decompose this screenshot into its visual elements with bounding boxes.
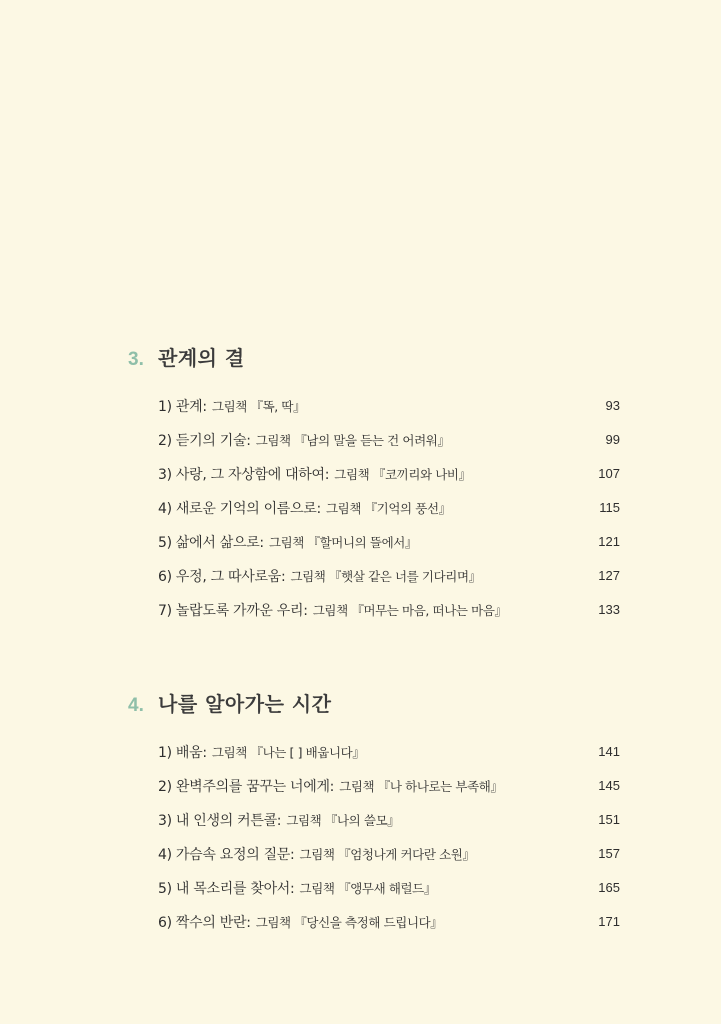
entry-page-number: 157 xyxy=(598,846,620,861)
toc-entry[interactable] xyxy=(128,423,620,457)
entry-page-number: 165 xyxy=(598,880,620,895)
entry-title: 1) 관계: xyxy=(158,399,207,415)
entry-page-number: 141 xyxy=(598,744,620,759)
toc-entry[interactable] xyxy=(128,457,620,491)
entry-page-number: 145 xyxy=(598,778,620,793)
entry-title: 2) 완벽주의를 꿈꾸는 너에게: xyxy=(158,779,335,795)
entry-title: 1) 배움: xyxy=(158,745,207,761)
toc-entry[interactable] xyxy=(128,525,620,559)
toc-section-4 xyxy=(128,688,620,939)
entry-title: 3) 내 인생의 커튼콜: xyxy=(158,813,282,829)
entry-page-number: 115 xyxy=(599,500,620,515)
toc-entry[interactable] xyxy=(128,905,620,939)
entry-page-number: 107 xyxy=(598,466,620,481)
entry-book: 그림책 『나는 [ ] 배웁니다』 xyxy=(211,745,365,760)
entry-book: 그림책 『앵무새 해럴드』 xyxy=(299,881,436,896)
entry-book: 그림책 『머무는 마음, 떠나는 마음』 xyxy=(312,603,507,618)
entry-book: 그림책 『남의 말을 듣는 건 어려워』 xyxy=(255,433,450,448)
toc-entry[interactable] xyxy=(128,837,620,871)
entry-page-number: 93 xyxy=(605,398,620,413)
entry-page-number: 171 xyxy=(598,914,620,929)
entry-title: 4) 가슴속 요정의 질문: xyxy=(158,847,295,863)
entry-book: 그림책 『햇살 같은 너를 기다리며』 xyxy=(290,569,481,584)
toc-entry[interactable] xyxy=(128,559,620,593)
entry-book: 그림책 『당신을 측정해 드립니다』 xyxy=(255,915,443,930)
entry-book: 그림책 『코끼리와 나비』 xyxy=(334,467,471,482)
entry-title: 2) 듣기의 기술: xyxy=(158,433,251,449)
toc-section-3 xyxy=(128,342,620,627)
toc-entry[interactable] xyxy=(128,735,620,769)
toc-entry[interactable] xyxy=(128,871,620,905)
entry-book: 그림책 『할머니의 뜰에서』 xyxy=(268,535,418,550)
entry-title: 3) 사랑, 그 자상함에 대하여: xyxy=(158,467,330,483)
entry-title: 5) 내 목소리를 찾아서: xyxy=(158,881,295,897)
entry-page-number: 127 xyxy=(598,568,620,583)
entry-book: 그림책 『기억의 풍선』 xyxy=(325,501,451,516)
entry-page-number: 133 xyxy=(598,602,620,617)
entry-book: 그림책 『나 하나로는 부족해』 xyxy=(339,779,503,794)
entry-book: 그림책 『나의 쓸모』 xyxy=(286,813,400,828)
toc-list xyxy=(128,735,620,939)
entry-title: 4) 새로운 기억의 이름으로: xyxy=(158,501,321,517)
entry-title: 6) 짝수의 반란: xyxy=(158,915,251,931)
toc-entry[interactable] xyxy=(128,769,620,803)
section-heading xyxy=(128,342,620,376)
entry-page-number: 99 xyxy=(605,432,620,447)
section-title: 관계의 결 xyxy=(158,346,245,370)
section-heading xyxy=(128,688,620,722)
entry-book: 그림책 『똑, 딱』 xyxy=(211,399,306,414)
toc-list xyxy=(128,389,620,627)
toc-entry[interactable] xyxy=(128,593,620,627)
entry-title: 6) 우정, 그 따사로움: xyxy=(158,569,286,585)
toc-entry[interactable] xyxy=(128,803,620,837)
entry-book: 그림책 『엄청나게 커다란 소원』 xyxy=(299,847,475,862)
section-number: 3. xyxy=(128,349,144,370)
section-title: 나를 알아가는 시간 xyxy=(158,692,332,716)
entry-page-number: 121 xyxy=(598,534,620,549)
entry-title: 5) 삶에서 삶으로: xyxy=(158,535,264,551)
toc-entry[interactable] xyxy=(128,491,620,525)
entry-title: 7) 놀랍도록 가까운 우리: xyxy=(158,603,308,619)
entry-page-number: 151 xyxy=(598,812,620,827)
section-number: 4. xyxy=(128,695,144,716)
toc-entry[interactable] xyxy=(128,389,620,423)
